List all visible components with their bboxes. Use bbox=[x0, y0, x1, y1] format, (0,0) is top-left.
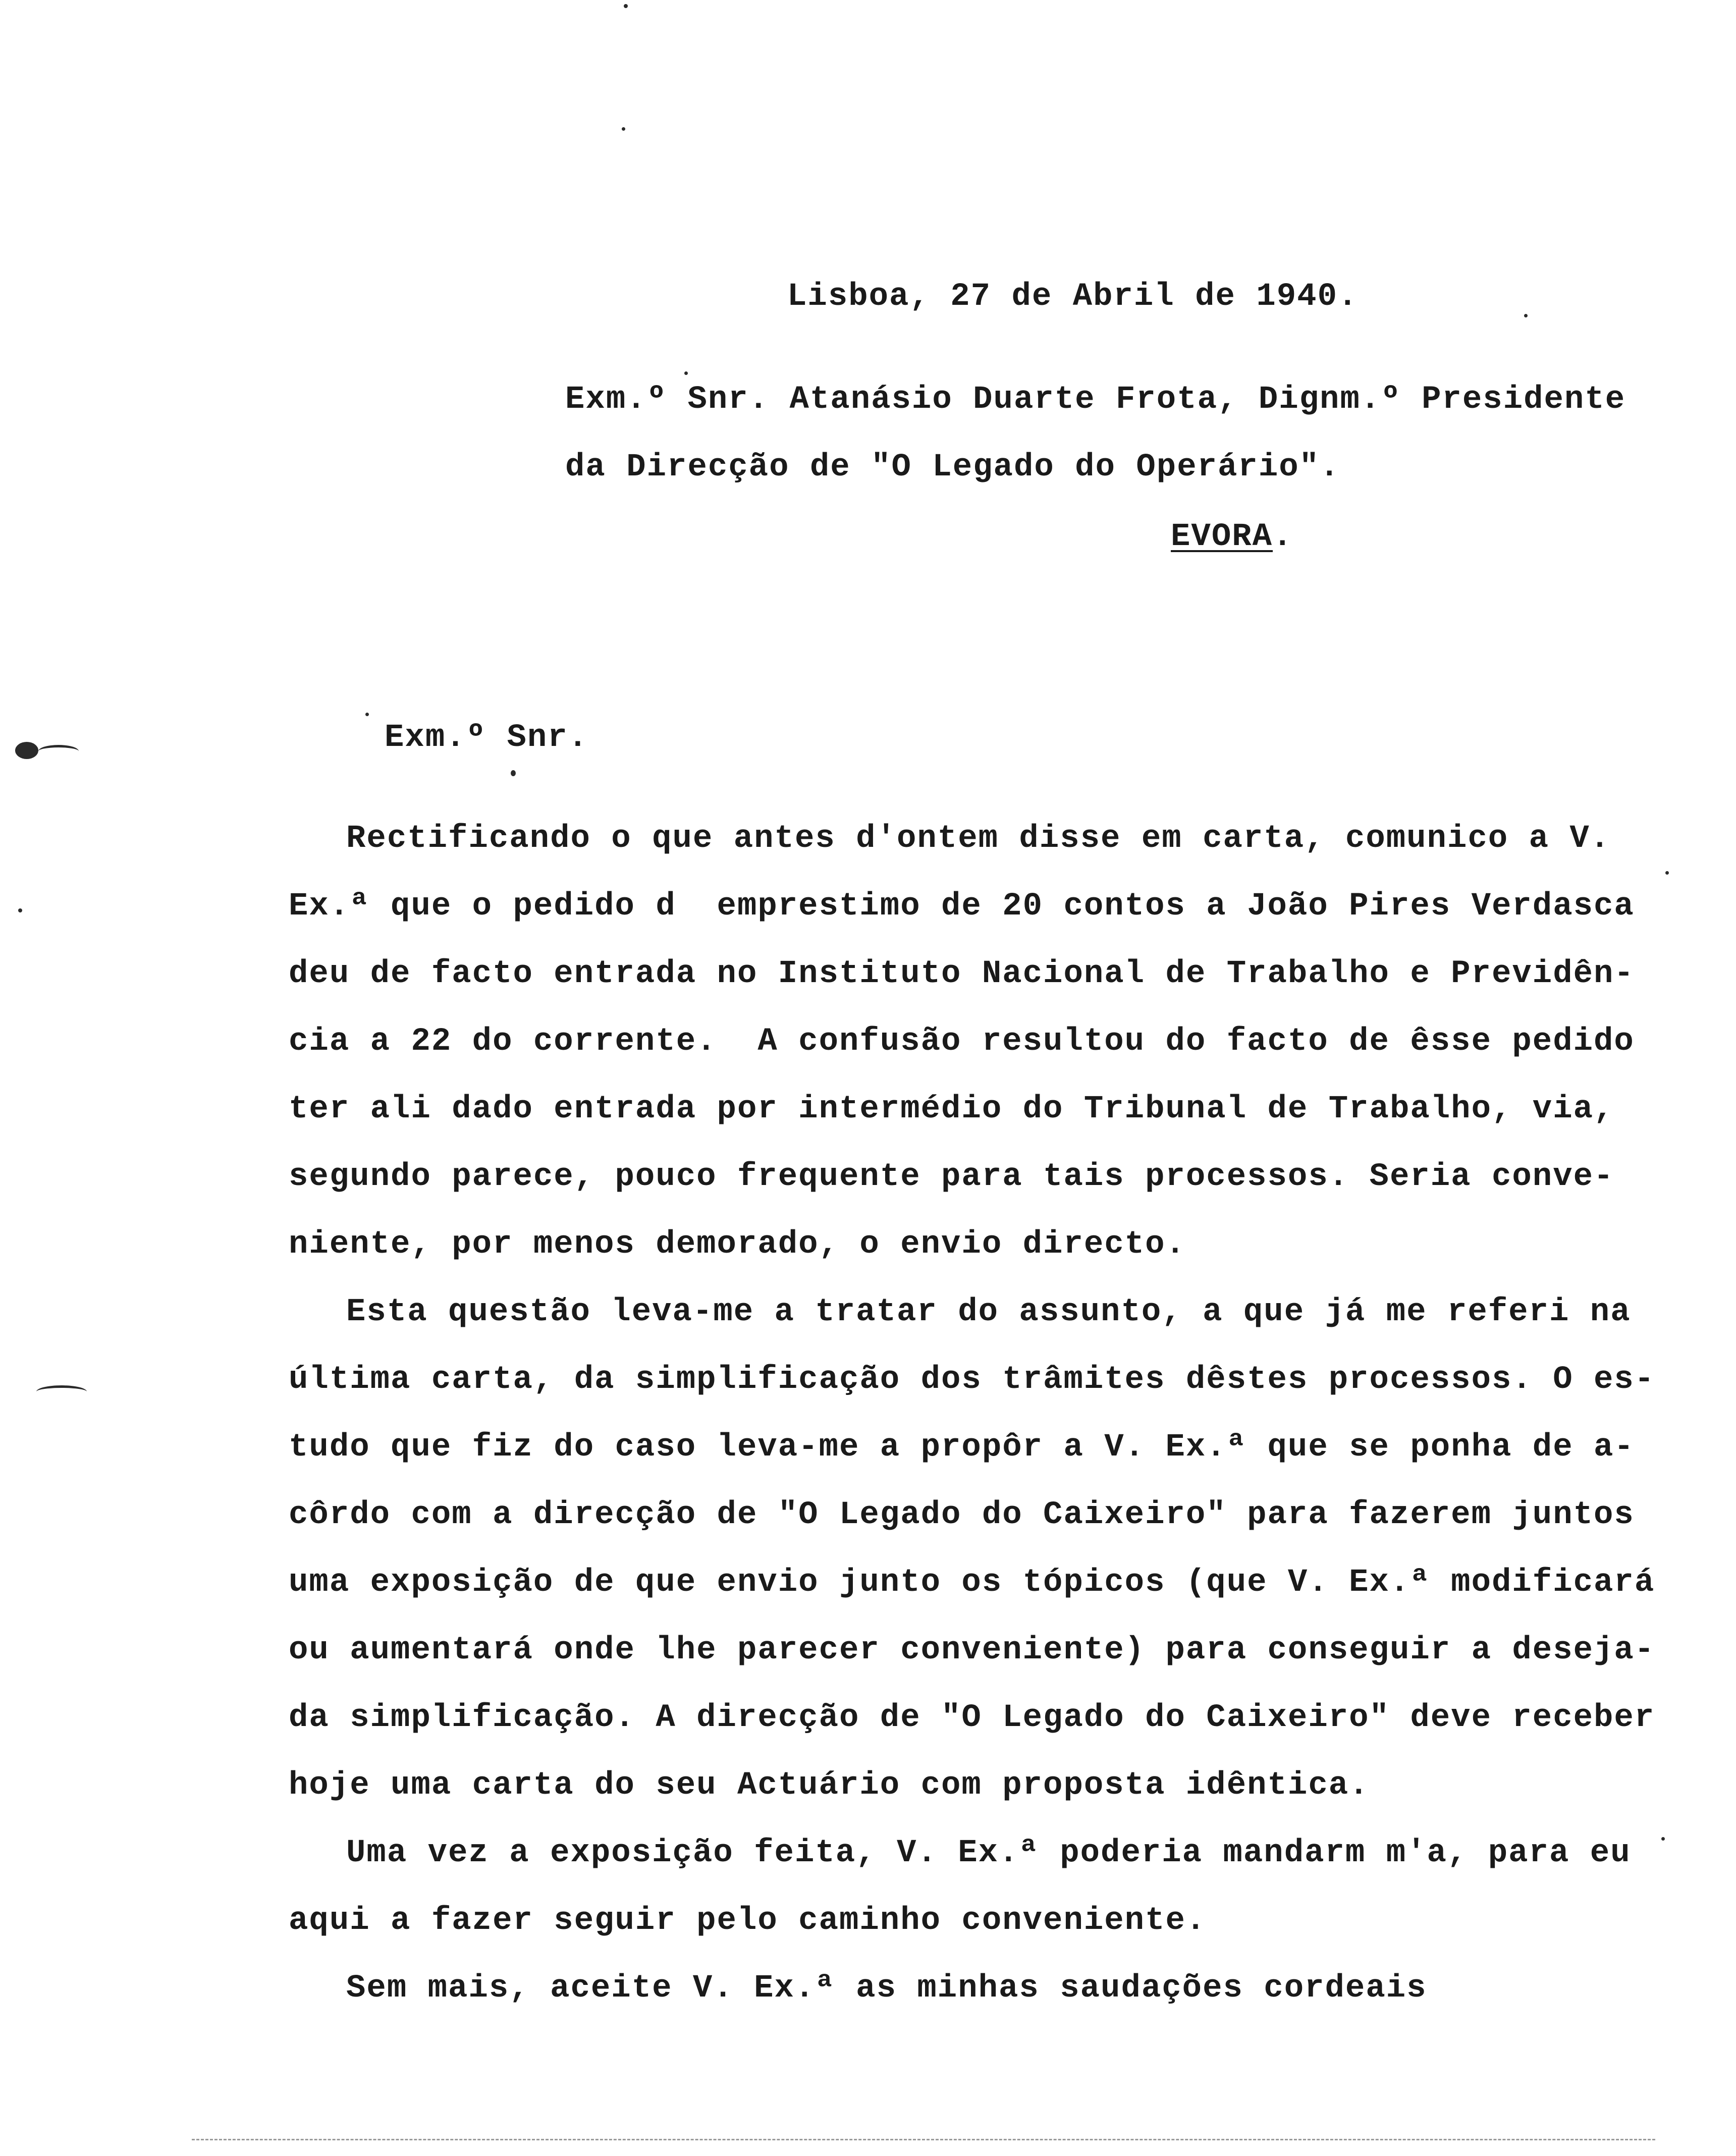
speck bbox=[1665, 871, 1669, 875]
body-line: tudo que fiz do caso leva-me a propôr a V. Ex.ª que se ponha de a- bbox=[289, 1429, 1635, 1466]
body-line: deu de facto entrada no Instituto Nacional de Trabalho e Previdên- bbox=[289, 956, 1635, 992]
city-punct: . bbox=[1273, 519, 1293, 555]
body-line: niente, por menos demorado, o envio directo. bbox=[289, 1226, 1186, 1263]
speck bbox=[684, 371, 688, 375]
speck bbox=[624, 4, 628, 8]
speck bbox=[622, 127, 625, 131]
body-line: Rectificando o que antes d'ontem disse em carta, comunico a V. bbox=[346, 821, 1611, 857]
city-name: EVORA bbox=[1171, 519, 1273, 555]
ink-blot bbox=[15, 742, 38, 759]
body-line: Uma vez a exposição feita, V. Ex.ª poderia mandarm m'a, para eu bbox=[346, 1835, 1631, 1871]
speck bbox=[511, 770, 516, 776]
recipient-city bbox=[1171, 517, 1293, 557]
body-line: segundo parece, pouco frequente para tais processos. Seria conve- bbox=[289, 1159, 1614, 1195]
body-line: Esta questão leva-me a tratar do assunto, a que já me referi na bbox=[346, 1294, 1631, 1330]
body-line: aqui a fazer seguir pelo caminho conveniente. bbox=[289, 1903, 1207, 1939]
body-line: hoje uma carta do seu Actuário com proposta idêntica. bbox=[289, 1767, 1370, 1804]
body-line: cia a 22 do corrente. A confusão resultou do facto de êsse pedido bbox=[289, 1023, 1635, 1060]
body-line: da simplificação. A direcção de "O Legado do Caixeiro" deve receber bbox=[289, 1700, 1655, 1736]
recipient-line-2: da Direcção de "O Legado do Operário". bbox=[565, 449, 1340, 486]
body-line: Ex.ª que o pedido d emprestimo de 20 contos a João Pires Verdasca bbox=[289, 888, 1635, 925]
speck bbox=[1524, 314, 1528, 317]
recipient-line-1: Exm.º Snr. Atanásio Duarte Frota, Dignm.º Presidente bbox=[565, 382, 1626, 418]
bottom-edge-rule bbox=[192, 2139, 1655, 2140]
body-line: ou aumentará onde lhe parecer conveniente) para conseguir a deseja- bbox=[289, 1632, 1655, 1668]
closing-line: Sem mais, aceite V. Ex.ª as minhas saudações cordeais bbox=[346, 1970, 1427, 2007]
body-line: côrdo com a direcção de "O Legado do Caixeiro" para fazerem juntos bbox=[289, 1497, 1635, 1533]
speck bbox=[365, 713, 369, 716]
body-line: última carta, da simplificação dos trâmites dêstes processos. O es- bbox=[289, 1362, 1655, 1398]
salutation: Exm.º Snr. bbox=[385, 720, 589, 756]
body-line: ter ali dado entrada por intermédio do Tribunal de Trabalho, via, bbox=[289, 1091, 1614, 1127]
letter-date: Lisboa, 27 de Abril de 1940. bbox=[787, 279, 1359, 315]
speck bbox=[18, 908, 22, 912]
speck bbox=[1661, 1837, 1665, 1841]
margin-stroke bbox=[36, 1385, 87, 1398]
margin-stroke bbox=[38, 745, 79, 758]
body-line: uma exposição de que envio junto os tópicos (que V. Ex.ª modificará bbox=[289, 1565, 1655, 1601]
